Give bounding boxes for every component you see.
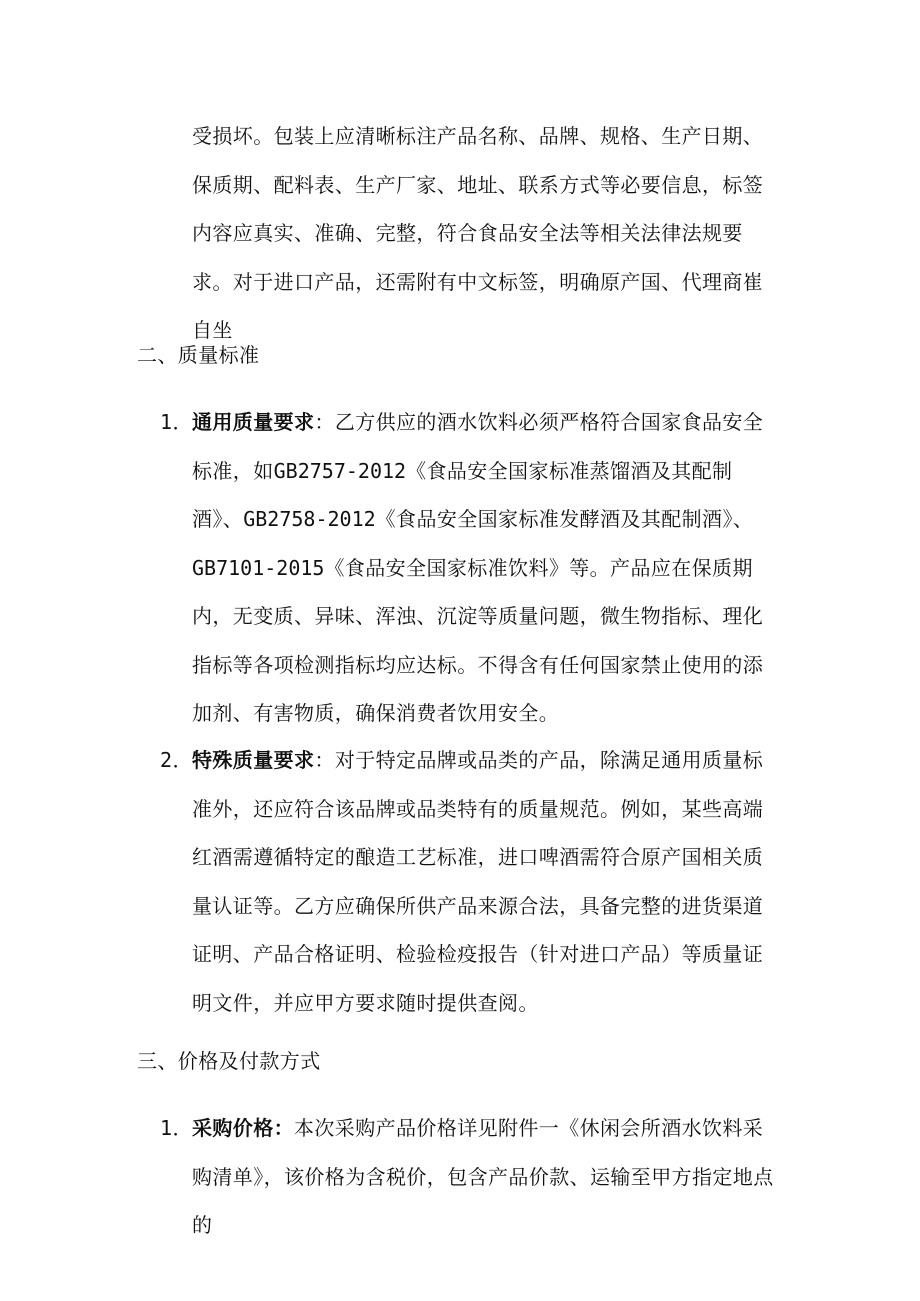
item-text: 本次采购产品价格详见附件一《休闲会所酒水饮料采购清单》，该价格为含税价，包含产品价款、运输至甲方指定地点的 bbox=[192, 1116, 774, 1237]
list-item-body bbox=[192, 736, 782, 1027]
item-text-part1: 乙方供应的酒水饮料必须严格符合国家食品安全标准，如 bbox=[192, 410, 764, 483]
section-heading-quality: 二、质量标准 bbox=[137, 343, 260, 367]
standard-code-2: GB2758-2012 bbox=[243, 507, 376, 531]
item-separator: ： bbox=[314, 410, 335, 434]
item-lead-title: 采购价格： bbox=[192, 1116, 294, 1140]
section-heading-pricing: 三、价格及付款方式 bbox=[137, 1049, 321, 1073]
item-lead-title: 特殊质量要求 bbox=[192, 748, 315, 772]
list-number: 1． bbox=[160, 1116, 193, 1140]
list-item-body bbox=[192, 1104, 782, 1250]
list-item-special-quality bbox=[160, 736, 782, 1027]
list-item-body bbox=[192, 398, 782, 738]
intro-paragraph: 受损坏。包装上应清晰标注产品名称、品牌、规格、生产日期、保质期、配料表、生产厂家、地址、联系方式等必要信息，标签内容应真实、准确、完整，符合食品安全法等相关法律法规要求。对于进口产品，还需附有中文标签，明确原产国、代理商崔自坐 bbox=[192, 124, 764, 342]
list-item-general-quality bbox=[160, 398, 782, 738]
list-number: 2． bbox=[160, 748, 193, 772]
item-lead-title: 通用质量要求 bbox=[192, 410, 315, 434]
item-separator: ： bbox=[314, 748, 335, 772]
item-text: 对于特定品牌或品类的产品，除满足通用质量标准外，还应符合该品牌或品类特有的质量规范。例如，某些高端红酒需遵循特定的酿造工艺标准，进口啤酒需符合原产国相关质量认证等。乙方应确保所供产品来源合法，具备完整的进货渠道证明、产品合格证明、检验检疫报告（针对进口产品）等质量证明文件，并应甲方要求随时提供查阅。 bbox=[192, 748, 764, 1015]
list-number: 1． bbox=[160, 410, 193, 434]
item-text-part4: 《食品安全国家标准饮料》等。产品应在保质期内，无变质、异味、浑浊、沉淀等质量问题，微生物指标、理化指标等各项检测指标均应达标。不得含有任何国家禁止使用的添加剂、有害物质，确保消费者饮用安全。 bbox=[192, 555, 764, 725]
list-item-purchase-price bbox=[160, 1104, 782, 1250]
standard-code-3: GB7101-2015 bbox=[192, 555, 325, 580]
item-text-part3: 《食品安全国家标准发酵酒及其配制酒》、 bbox=[375, 507, 754, 531]
item-text-part2: 《食品安全国家标准蒸馏酒及其配制酒》、 bbox=[192, 458, 733, 531]
standard-code-1: GB2757-2012 bbox=[273, 458, 407, 483]
